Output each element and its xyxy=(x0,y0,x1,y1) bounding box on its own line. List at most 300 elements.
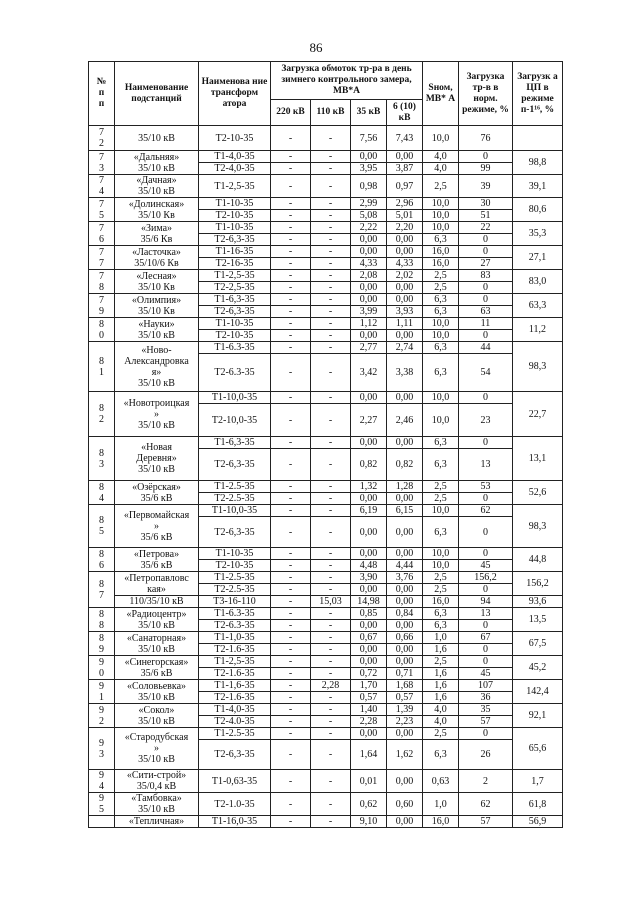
header-cp-load: Загрузк а ЦП в режиме п-1¹⁶, % xyxy=(513,62,563,126)
load-35kv: 14,98 xyxy=(351,596,387,608)
norm-load: 0 xyxy=(459,584,513,596)
norm-load: 0 xyxy=(459,517,513,548)
cp-load: 98,8 xyxy=(513,151,563,175)
transformer-name: Т2-10-35 xyxy=(199,330,271,342)
substation-name: «Лесная» 35/10 Кв xyxy=(115,270,199,294)
load-220kv: - xyxy=(271,234,311,246)
cp-load: 92,1 xyxy=(513,704,563,728)
transformer-name: Т1-10-35 xyxy=(199,318,271,330)
snom: 2,5 xyxy=(423,175,459,198)
load-6-10kv: 0,84 xyxy=(387,608,423,620)
load-220kv: - xyxy=(271,404,311,437)
load-35kv: 1,12 xyxy=(351,318,387,330)
load-220kv: - xyxy=(271,198,311,210)
row-number: 7 7 xyxy=(89,246,115,270)
load-110kv: - xyxy=(311,572,351,584)
cp-load: 67,5 xyxy=(513,632,563,656)
load-110kv: - xyxy=(311,770,351,793)
cp-load: 35,3 xyxy=(513,222,563,246)
transformer-name: Т2-16-35 xyxy=(199,258,271,270)
load-6-10kv: 0,00 xyxy=(387,234,423,246)
load-35kv: 0,82 xyxy=(351,449,387,481)
load-220kv: - xyxy=(271,258,311,270)
load-110kv: 15,03 xyxy=(311,596,351,608)
header-num: № п п xyxy=(89,62,115,126)
norm-load: 23 xyxy=(459,404,513,437)
load-35kv: 3,95 xyxy=(351,163,387,175)
snom: 2,5 xyxy=(423,584,459,596)
norm-load: 107 xyxy=(459,680,513,692)
load-220kv: - xyxy=(271,740,311,770)
header-110kv: 110 кВ xyxy=(311,100,351,126)
load-35kv: 0,67 xyxy=(351,632,387,644)
load-220kv: - xyxy=(271,668,311,680)
substation-name: «Сокол» 35/10 кВ xyxy=(115,704,199,728)
row-number: 8 3 xyxy=(89,437,115,481)
snom: 4,0 xyxy=(423,704,459,716)
load-6-10kv: 1,68 xyxy=(387,680,423,692)
transformer-name: Т2-2.5-35 xyxy=(199,584,271,596)
table-row xyxy=(89,481,563,493)
row-number: 7 8 xyxy=(89,270,115,294)
norm-load: 0 xyxy=(459,620,513,632)
load-35kv: 1,70 xyxy=(351,680,387,692)
norm-load: 99 xyxy=(459,163,513,175)
load-35kv: 4,33 xyxy=(351,258,387,270)
load-6-10kv: 0,00 xyxy=(387,517,423,548)
transformer-name: Т1-10-35 xyxy=(199,198,271,210)
snom: 10,0 xyxy=(423,404,459,437)
load-6-10kv: 7,43 xyxy=(387,126,423,151)
cp-load: 52,6 xyxy=(513,481,563,505)
transformer-name: Т2-1.6-35 xyxy=(199,668,271,680)
cp-load: 83,0 xyxy=(513,270,563,294)
load-6-10kv: 0,66 xyxy=(387,632,423,644)
table-row xyxy=(89,656,563,668)
snom: 10,0 xyxy=(423,210,459,222)
load-35kv: 0,00 xyxy=(351,728,387,740)
cp-load: 80,6 xyxy=(513,198,563,222)
norm-load: 0 xyxy=(459,548,513,560)
norm-load: 30 xyxy=(459,198,513,210)
load-6-10kv: 0,00 xyxy=(387,493,423,505)
table-row xyxy=(89,793,563,816)
load-35kv: 0,00 xyxy=(351,644,387,656)
transformer-name: Т2-6.3-35 xyxy=(199,354,271,392)
snom: 6,3 xyxy=(423,740,459,770)
snom: 0,63 xyxy=(423,770,459,793)
transformer-name: Т1-16-35 xyxy=(199,246,271,258)
snom: 2,5 xyxy=(423,270,459,282)
table-row xyxy=(89,632,563,644)
load-220kv: - xyxy=(271,437,311,449)
load-35kv: 0,00 xyxy=(351,620,387,632)
transformer-name: Т2-6,3-35 xyxy=(199,234,271,246)
load-220kv: - xyxy=(271,728,311,740)
header-transformer: Наименова ние трансформ атора xyxy=(199,62,271,126)
load-35kv: 0,85 xyxy=(351,608,387,620)
load-220kv: - xyxy=(271,392,311,404)
table-row xyxy=(89,318,563,330)
transformer-name: Т2-6,3-35 xyxy=(199,517,271,548)
transformer-name: Т2-1.0-35 xyxy=(199,793,271,816)
table-row xyxy=(89,680,563,692)
row-number: 8 9 xyxy=(89,632,115,656)
load-35kv: 0,57 xyxy=(351,692,387,704)
norm-load: 13 xyxy=(459,608,513,620)
load-6-10kv: 0,00 xyxy=(387,437,423,449)
load-35kv: 3,42 xyxy=(351,354,387,392)
load-220kv: - xyxy=(271,548,311,560)
header-220kv: 220 кВ xyxy=(271,100,311,126)
load-220kv: - xyxy=(271,716,311,728)
table-row xyxy=(89,294,563,306)
norm-load: 0 xyxy=(459,294,513,306)
norm-load: 39 xyxy=(459,175,513,198)
transformer-name: Т2-6,3-35 xyxy=(199,740,271,770)
snom: 6,3 xyxy=(423,306,459,318)
load-110kv: - xyxy=(311,493,351,505)
snom: 6,3 xyxy=(423,449,459,481)
snom: 2,5 xyxy=(423,728,459,740)
transformer-name: Т1-2.5-35 xyxy=(199,728,271,740)
load-6-10kv: 0,71 xyxy=(387,668,423,680)
load-220kv: - xyxy=(271,246,311,258)
norm-load: 0 xyxy=(459,246,513,258)
load-6-10kv: 3,76 xyxy=(387,572,423,584)
load-110kv: - xyxy=(311,404,351,437)
transformer-name: Т1-6,3-35 xyxy=(199,437,271,449)
load-6-10kv: 2,96 xyxy=(387,198,423,210)
row-number: 8 5 xyxy=(89,505,115,548)
load-35kv: 2,22 xyxy=(351,222,387,234)
norm-load: 0 xyxy=(459,330,513,342)
snom: 1,0 xyxy=(423,632,459,644)
snom: 1,0 xyxy=(423,793,459,816)
load-110kv: - xyxy=(311,816,351,828)
row-number: 9 0 xyxy=(89,656,115,680)
load-6-10kv: 2,74 xyxy=(387,342,423,354)
cp-load: 1,7 xyxy=(513,770,563,793)
load-110kv: - xyxy=(311,793,351,816)
substation-name: «Синегорская» 35/6 кВ xyxy=(115,656,199,680)
norm-load: 51 xyxy=(459,210,513,222)
cp-load: 156,2 xyxy=(513,572,563,596)
load-6-10kv: 0,00 xyxy=(387,246,423,258)
snom: 10,0 xyxy=(423,392,459,404)
transformer-name: Т2-2,5-35 xyxy=(199,282,271,294)
transformer-name: Т1-10,0-35 xyxy=(199,392,271,404)
substation-name: «Ласточка» 35/10/6 Кв xyxy=(115,246,199,270)
load-6-10kv: 0,82 xyxy=(387,449,423,481)
load-6-10kv: 0,00 xyxy=(387,620,423,632)
load-110kv: - xyxy=(311,222,351,234)
norm-load: 76 xyxy=(459,126,513,151)
load-220kv: - xyxy=(271,572,311,584)
load-220kv: - xyxy=(271,481,311,493)
table-row xyxy=(89,126,563,151)
cp-load: 44,8 xyxy=(513,548,563,572)
load-110kv: - xyxy=(311,644,351,656)
transformer-name: Т3-16-110 xyxy=(199,596,271,608)
load-110kv: - xyxy=(311,449,351,481)
snom: 4,0 xyxy=(423,163,459,175)
transformer-name: Т1-0,63-35 xyxy=(199,770,271,793)
snom: 6,3 xyxy=(423,234,459,246)
norm-load: 0 xyxy=(459,644,513,656)
norm-load: 26 xyxy=(459,740,513,770)
norm-load: 62 xyxy=(459,505,513,517)
load-6-10kv: 0,00 xyxy=(387,294,423,306)
substation-name: «Озёрская» 35/6 кВ xyxy=(115,481,199,505)
norm-load: 57 xyxy=(459,816,513,828)
snom: 2,5 xyxy=(423,572,459,584)
table-row xyxy=(89,548,563,560)
norm-load: 62 xyxy=(459,793,513,816)
snom: 10,0 xyxy=(423,198,459,210)
load-35kv: 0,01 xyxy=(351,770,387,793)
cp-load: 22,7 xyxy=(513,392,563,437)
snom: 10,0 xyxy=(423,505,459,517)
row-number: 7 5 xyxy=(89,198,115,222)
load-6-10kv: 6,15 xyxy=(387,505,423,517)
load-6-10kv: 2,23 xyxy=(387,716,423,728)
substation-name: «Петрова» 35/6 кВ xyxy=(115,548,199,572)
load-110kv: - xyxy=(311,246,351,258)
substation-name: «Науки» 35/10 кВ xyxy=(115,318,199,342)
load-35kv: 0,00 xyxy=(351,656,387,668)
substation-voltage: 110/35/10 кВ xyxy=(115,596,199,608)
load-6-10kv: 2,46 xyxy=(387,404,423,437)
snom: 1,6 xyxy=(423,668,459,680)
load-220kv: - xyxy=(271,632,311,644)
load-220kv: - xyxy=(271,608,311,620)
table-row xyxy=(89,222,563,234)
load-6-10kv: 5,01 xyxy=(387,210,423,222)
header-35kv: 35 кВ xyxy=(351,100,387,126)
norm-load: 156,2 xyxy=(459,572,513,584)
load-220kv: - xyxy=(271,493,311,505)
substation-name: «Сити-строй» 35/0,4 кВ xyxy=(115,770,199,793)
snom: 16,0 xyxy=(423,246,459,258)
load-220kv: - xyxy=(271,222,311,234)
norm-load: 54 xyxy=(459,354,513,392)
row-number: 8 1 xyxy=(89,342,115,392)
load-220kv: - xyxy=(271,505,311,517)
load-35kv: 5,08 xyxy=(351,210,387,222)
header-norm-load: Загрузка тр-в в норм. режиме, % xyxy=(459,62,513,126)
table-row xyxy=(89,728,563,740)
load-220kv: - xyxy=(271,793,311,816)
transformer-name: Т1-4,0-35 xyxy=(199,151,271,163)
norm-load: 63 xyxy=(459,306,513,318)
load-35kv: 2,77 xyxy=(351,342,387,354)
load-110kv: - xyxy=(311,175,351,198)
load-110kv: 2,28 xyxy=(311,680,351,692)
load-110kv: - xyxy=(311,270,351,282)
load-110kv: - xyxy=(311,234,351,246)
load-220kv: - xyxy=(271,704,311,716)
norm-load: 67 xyxy=(459,632,513,644)
transformer-name: Т2-6,3-35 xyxy=(199,449,271,481)
load-220kv: - xyxy=(271,126,311,151)
snom: 6,3 xyxy=(423,437,459,449)
snom: 4,0 xyxy=(423,151,459,163)
transformer-name: Т1-10,0-35 xyxy=(199,505,271,517)
cp-load: 39,1 xyxy=(513,175,563,198)
table-row xyxy=(89,704,563,716)
substation-name: «Первомайская » 35/6 кВ xyxy=(115,505,199,548)
load-110kv: - xyxy=(311,517,351,548)
header-6-10kv: 6 (10) кВ xyxy=(387,100,423,126)
load-110kv: - xyxy=(311,505,351,517)
load-110kv: - xyxy=(311,481,351,493)
row-number: 7 2 xyxy=(89,126,115,151)
norm-load: 0 xyxy=(459,728,513,740)
load-110kv: - xyxy=(311,632,351,644)
load-6-10kv: 2,20 xyxy=(387,222,423,234)
load-6-10kv: 0,00 xyxy=(387,548,423,560)
row-number: 9 5 xyxy=(89,793,115,816)
load-220kv: - xyxy=(271,294,311,306)
substation-name: «Новотроицкая » 35/10 кВ xyxy=(115,392,199,437)
transformer-name: Т1-4,0-35 xyxy=(199,704,271,716)
load-110kv: - xyxy=(311,608,351,620)
snom: 2,5 xyxy=(423,656,459,668)
load-35kv: 2,27 xyxy=(351,404,387,437)
load-35kv: 6,19 xyxy=(351,505,387,517)
substation-name: «Петропавловс кая» xyxy=(115,572,199,596)
transformer-load-table xyxy=(88,61,563,828)
row-number: 9 1 xyxy=(89,680,115,704)
table-row xyxy=(89,342,563,354)
header-load: Загрузка обмоток тр-ра в день зимнего контрольного замера, МВ*А xyxy=(271,62,423,100)
cp-load: 61,8 xyxy=(513,793,563,816)
transformer-name: Т1-2.5-35 xyxy=(199,481,271,493)
load-110kv: - xyxy=(311,620,351,632)
cp-load: 45,2 xyxy=(513,656,563,680)
norm-load: 35 xyxy=(459,704,513,716)
load-220kv: - xyxy=(271,770,311,793)
table-row xyxy=(89,608,563,620)
load-35kv: 0,62 xyxy=(351,793,387,816)
table-row xyxy=(89,596,563,608)
load-6-10kv: 3,38 xyxy=(387,354,423,392)
load-6-10kv: 1,39 xyxy=(387,704,423,716)
load-110kv: - xyxy=(311,354,351,392)
load-220kv: - xyxy=(271,517,311,548)
load-110kv: - xyxy=(311,560,351,572)
table-row xyxy=(89,572,563,584)
cp-load: 56,9 xyxy=(513,816,563,828)
load-35kv: 0,98 xyxy=(351,175,387,198)
load-110kv: - xyxy=(311,126,351,151)
load-110kv: - xyxy=(311,392,351,404)
load-110kv: - xyxy=(311,704,351,716)
load-220kv: - xyxy=(271,210,311,222)
norm-load: 0 xyxy=(459,282,513,294)
transformer-name: Т1-2,5-35 xyxy=(199,175,271,198)
header-snom: Sном, МВ* А xyxy=(423,62,459,126)
load-220kv: - xyxy=(271,692,311,704)
table-row xyxy=(89,198,563,210)
load-35kv: 7,56 xyxy=(351,126,387,151)
norm-load: 0 xyxy=(459,437,513,449)
substation-name: «Тамбовка» 35/10 кВ xyxy=(115,793,199,816)
load-35kv: 0,72 xyxy=(351,668,387,680)
norm-load: 22 xyxy=(459,222,513,234)
load-110kv: - xyxy=(311,330,351,342)
load-35kv: 1,32 xyxy=(351,481,387,493)
load-35kv: 0,00 xyxy=(351,294,387,306)
norm-load: 53 xyxy=(459,481,513,493)
load-35kv: 2,99 xyxy=(351,198,387,210)
snom: 1,6 xyxy=(423,680,459,692)
norm-load: 44 xyxy=(459,342,513,354)
load-220kv: - xyxy=(271,282,311,294)
transformer-name: Т1-16,0-35 xyxy=(199,816,271,828)
cp-load: 13,5 xyxy=(513,608,563,632)
snom: 1,6 xyxy=(423,692,459,704)
load-35kv: 2,08 xyxy=(351,270,387,282)
load-35kv: 0,00 xyxy=(351,282,387,294)
transformer-name: Т2-10,0-35 xyxy=(199,404,271,437)
snom: 1,6 xyxy=(423,644,459,656)
norm-load: 57 xyxy=(459,716,513,728)
table-body xyxy=(89,126,563,828)
norm-load: 0 xyxy=(459,234,513,246)
substation-name: «Дачная» 35/10 кВ xyxy=(115,175,199,198)
load-220kv: - xyxy=(271,354,311,392)
header-substation: Наименование подстанций xyxy=(115,62,199,126)
load-6-10kv: 0,60 xyxy=(387,793,423,816)
substation-name: «Радиоцентр» 35/10 кВ xyxy=(115,608,199,632)
row-number xyxy=(89,816,115,828)
substation-name: «Дальняя» 35/10 кВ xyxy=(115,151,199,175)
load-35kv: 3,99 xyxy=(351,306,387,318)
load-6-10kv: 0,97 xyxy=(387,175,423,198)
load-110kv: - xyxy=(311,163,351,175)
cp-load: 63,3 xyxy=(513,294,563,318)
snom: 16,0 xyxy=(423,596,459,608)
load-6-10kv: 0,00 xyxy=(387,644,423,656)
norm-load: 83 xyxy=(459,270,513,282)
row-number: 7 9 xyxy=(89,294,115,318)
transformer-name: Т1-10-35 xyxy=(199,548,271,560)
transformer-name: Т2-2.5-35 xyxy=(199,493,271,505)
transformer-name: Т1-10-35 xyxy=(199,222,271,234)
table-row xyxy=(89,770,563,793)
transformer-name: Т2-10-35 xyxy=(199,210,271,222)
transformer-name: Т2-6,3-35 xyxy=(199,306,271,318)
cp-load: 11,2 xyxy=(513,318,563,342)
row-number: 7 3 xyxy=(89,151,115,175)
load-6-10kv: 0,00 xyxy=(387,330,423,342)
snom: 6,3 xyxy=(423,354,459,392)
substation-name: «Тепличная» xyxy=(115,816,199,828)
load-220kv: - xyxy=(271,330,311,342)
cp-load: 93,6 xyxy=(513,596,563,608)
load-35kv: 0,00 xyxy=(351,392,387,404)
load-220kv: - xyxy=(271,620,311,632)
load-6-10kv: 0,00 xyxy=(387,656,423,668)
load-110kv: - xyxy=(311,728,351,740)
snom: 10,0 xyxy=(423,560,459,572)
load-220kv: - xyxy=(271,596,311,608)
load-110kv: - xyxy=(311,656,351,668)
load-110kv: - xyxy=(311,740,351,770)
load-220kv: - xyxy=(271,151,311,163)
